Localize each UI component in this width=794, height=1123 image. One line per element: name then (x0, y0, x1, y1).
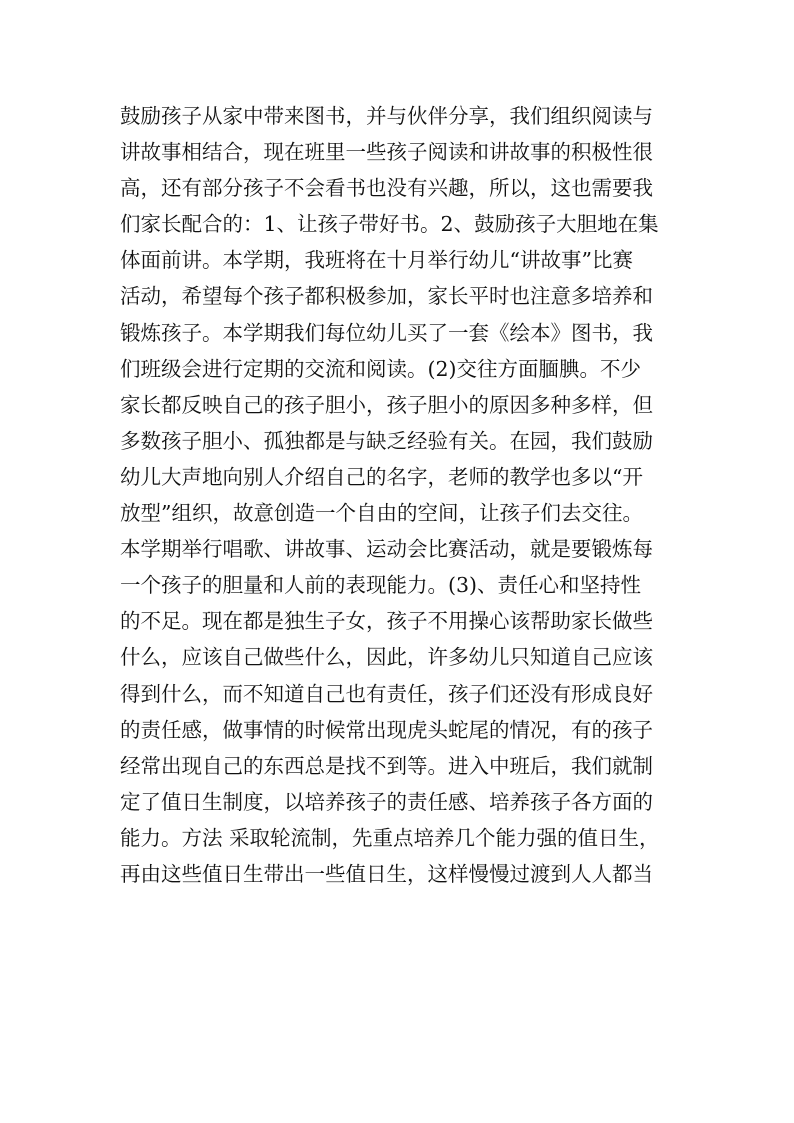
text-line: 的责任感，做事情的时候常出现虎头蛇尾的情况，有的孩子 (120, 717, 653, 742)
text-line: 什么，应该自己做些什么，因此，许多幼儿只知道自己应该 (120, 645, 653, 670)
text-line: 的不足。现在都是独生子女，孩子不用操心该帮助家长做些 (120, 609, 653, 634)
body-text (120, 98, 690, 892)
text-line: 们家长配合的：1、让孩子带好书。2、鼓励孩子大胆地在集 (120, 212, 659, 237)
text-line: 鼓励孩子从家中带来图书，并与伙伴分享，我们组织阅读与 (120, 104, 653, 128)
text-line: 体面前讲。本学期，我班将在十月举行幼儿“讲故事”比赛 (120, 248, 633, 273)
text-line: 得到什么，而不知道自己也有责任，孩子们还没有形成良好 (120, 681, 653, 706)
text-line: 们班级会进行定期的交流和阅读。(2)交往方面腼腆。不少 (120, 356, 642, 381)
text-line: 一个孩子的胆量和人前的表现能力。(3)、责任心和坚持性 (120, 573, 642, 598)
text-line: 家长都反映自己的孩子胆小，孩子胆小的原因多种多样，但 (120, 392, 653, 417)
text-line: 高，还有部分孩子不会看书也没有兴趣，所以，这也需要我 (120, 176, 653, 201)
text-line: 幼儿大声地向别人介绍自己的名字，老师的教学也多以“开 (120, 464, 643, 489)
text-line: 多数孩子胆小、孤独都是与缺乏经验有关。在园，我们鼓励 (120, 428, 653, 453)
text-line: 定了值日生制度，以培养孩子的责任感、培养孩子各方面的 (120, 789, 653, 814)
text-line: 放型”组织，故意创造一个自由的空间，让孩子们去交往。 (120, 501, 643, 526)
text-line: 经常出现自己的东西总是找不到等。进入中班后，我们就制 (120, 753, 653, 778)
text-line: 讲故事相结合，现在班里一些孩子阅读和讲故事的积极性很 (120, 140, 653, 165)
text-line: 再由这些值日生带出一些值日生，这样慢慢过渡到人人都当 (120, 861, 653, 886)
text-line: 能力。方法 采取轮流制，先重点培养几个能力强的值日生， (120, 825, 660, 850)
text-line: 本学期举行唱歌、讲故事、运动会比赛活动，就是要锻炼每 (120, 537, 653, 562)
text-line: 锻炼孩子。本学期我们每位幼儿买了一套《绘本》图书，我 (120, 320, 653, 345)
text-line: 活动，希望每个孩子都积极参加，家长平时也注意多培养和 (120, 284, 653, 309)
